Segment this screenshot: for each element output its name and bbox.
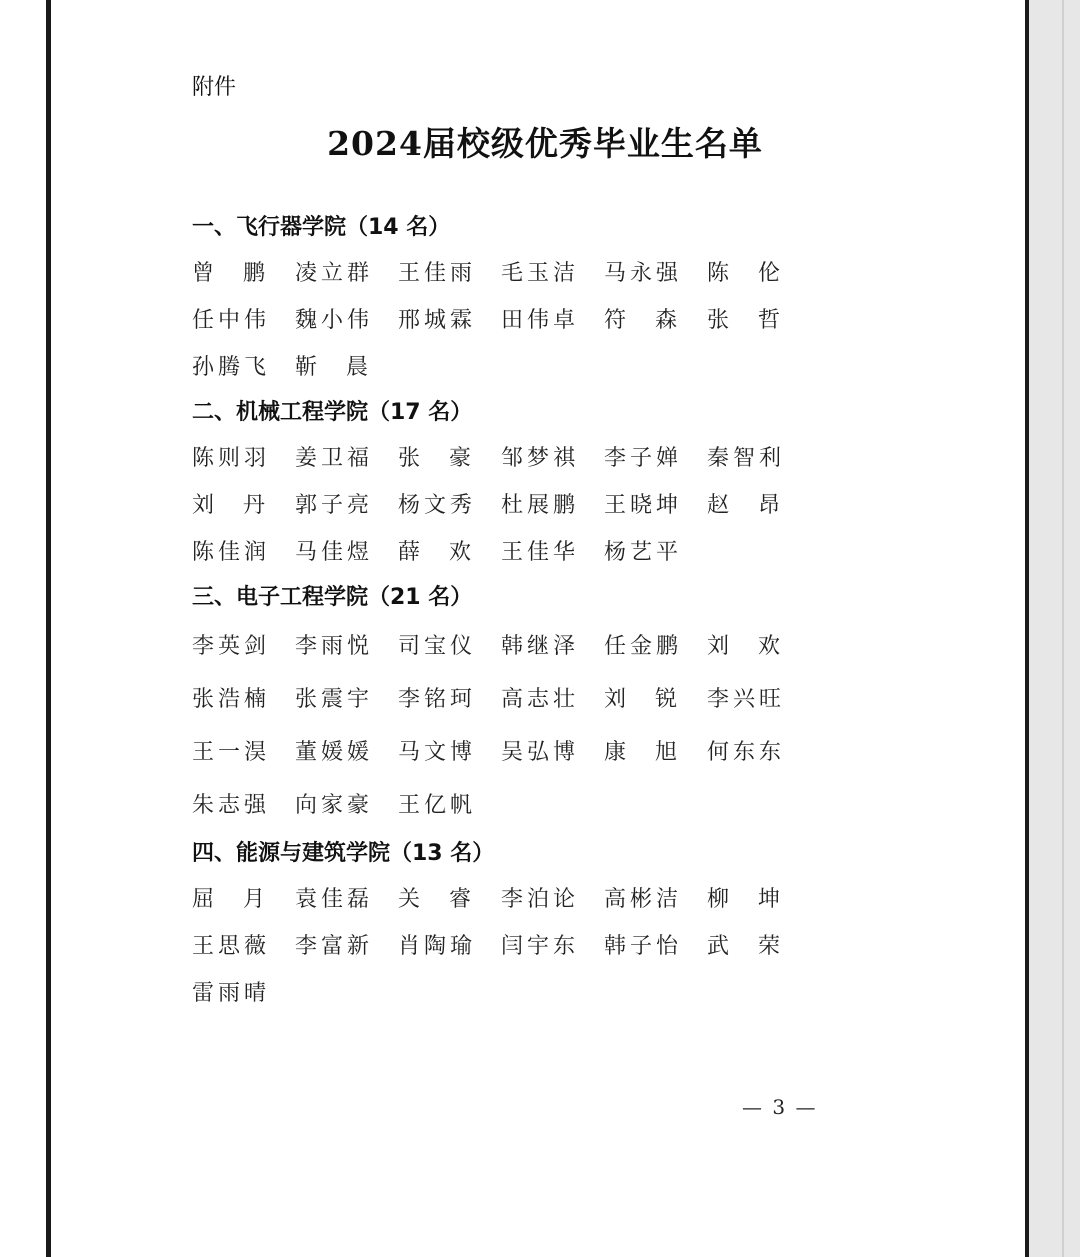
viewer-gutter xyxy=(1029,0,1080,1257)
student-name: 肖陶瑜 xyxy=(398,934,477,959)
section-electronic xyxy=(192,576,832,832)
student-name: 姜卫福 xyxy=(295,446,374,471)
section-aircraft xyxy=(192,206,832,391)
section-energy-architecture xyxy=(192,832,832,1017)
student-name: 马佳煜 xyxy=(295,540,374,565)
student-name: 向家豪 xyxy=(295,793,374,818)
student-name: 吴弘博 xyxy=(501,740,580,765)
name-grid xyxy=(192,876,832,1017)
student-name: 张震宇 xyxy=(295,687,374,712)
honor-list xyxy=(192,206,832,1017)
student-name: 王一淏 xyxy=(192,740,271,765)
student-name: 魏小伟 xyxy=(295,308,374,333)
student-name: 邢城霖 xyxy=(398,308,477,333)
student-name: 高志壮 xyxy=(501,687,580,712)
student-name: 韩继泽 xyxy=(501,634,580,659)
student-name: 杨文秀 xyxy=(398,493,477,518)
student-name: 孙腾飞 xyxy=(192,355,271,380)
name-grid xyxy=(192,250,832,391)
student-name: 赵昂 xyxy=(707,493,810,518)
student-name: 毛玉洁 xyxy=(501,261,580,286)
student-name: 关睿 xyxy=(398,887,501,912)
viewer-gutter-divider xyxy=(1062,0,1064,1257)
student-name: 袁佳磊 xyxy=(295,887,374,912)
student-name: 刘锐 xyxy=(604,687,707,712)
section-heading: 三、电子工程学院（21 名） xyxy=(192,585,473,610)
student-name: 陈佳润 xyxy=(192,540,271,565)
student-name: 马文博 xyxy=(398,740,477,765)
student-name: 司宝仪 xyxy=(398,634,477,659)
student-name: 任金鹏 xyxy=(604,634,683,659)
student-name: 李铭珂 xyxy=(398,687,477,712)
student-name: 陈则羽 xyxy=(192,446,271,471)
student-name: 靳晨 xyxy=(295,355,398,380)
student-name: 柳坤 xyxy=(707,887,810,912)
student-name: 曾鹏 xyxy=(192,261,295,286)
student-name: 李英剑 xyxy=(192,634,271,659)
student-name: 张豪 xyxy=(398,446,501,471)
student-name: 秦智利 xyxy=(707,446,786,471)
student-name: 王思薇 xyxy=(192,934,271,959)
student-name: 李富新 xyxy=(295,934,374,959)
student-name: 何东东 xyxy=(707,740,786,765)
student-name: 陈伦 xyxy=(707,261,810,286)
student-name: 王晓坤 xyxy=(604,493,683,518)
student-name: 郭子亮 xyxy=(295,493,374,518)
student-name: 李子婵 xyxy=(604,446,683,471)
student-name: 韩子怡 xyxy=(604,934,683,959)
section-heading: 一、飞行器学院（14 名） xyxy=(192,215,451,240)
student-name: 符森 xyxy=(604,308,707,333)
student-name: 田伟卓 xyxy=(501,308,580,333)
name-grid xyxy=(192,620,832,832)
student-name: 闫宇东 xyxy=(501,934,580,959)
student-name: 张哲 xyxy=(707,308,810,333)
student-name: 李雨悦 xyxy=(295,634,374,659)
student-name: 张浩楠 xyxy=(192,687,271,712)
student-name: 王佳雨 xyxy=(398,261,477,286)
student-name: 杜展鹏 xyxy=(501,493,580,518)
section-heading: 二、机械工程学院（17 名） xyxy=(192,400,473,425)
student-name: 任中伟 xyxy=(192,308,271,333)
attachment-label: 附件 xyxy=(192,75,237,100)
student-name: 屈月 xyxy=(192,887,295,912)
student-name: 康旭 xyxy=(604,740,707,765)
student-name: 薛欢 xyxy=(398,540,501,565)
student-name: 李兴旺 xyxy=(707,687,786,712)
name-grid xyxy=(192,435,832,576)
section-heading: 四、能源与建筑学院（13 名） xyxy=(192,841,495,866)
student-name: 高彬洁 xyxy=(604,887,683,912)
student-name: 雷雨晴 xyxy=(192,981,271,1006)
student-name: 王亿帆 xyxy=(398,793,477,818)
student-name: 王佳华 xyxy=(501,540,580,565)
student-name: 凌立群 xyxy=(295,261,374,286)
section-mechanical xyxy=(192,391,832,576)
student-name: 马永强 xyxy=(604,261,683,286)
student-name: 刘欢 xyxy=(707,634,810,659)
student-name: 朱志强 xyxy=(192,793,271,818)
student-name: 李泊论 xyxy=(501,887,580,912)
student-name: 武荣 xyxy=(707,934,810,959)
page-number: — 3 — xyxy=(742,1095,818,1119)
student-name: 杨艺平 xyxy=(604,540,683,565)
document-title: 2024届校级优秀毕业生名单 xyxy=(327,124,763,163)
student-name: 董媛媛 xyxy=(295,740,374,765)
student-name: 邹梦祺 xyxy=(501,446,580,471)
student-name: 刘丹 xyxy=(192,493,295,518)
